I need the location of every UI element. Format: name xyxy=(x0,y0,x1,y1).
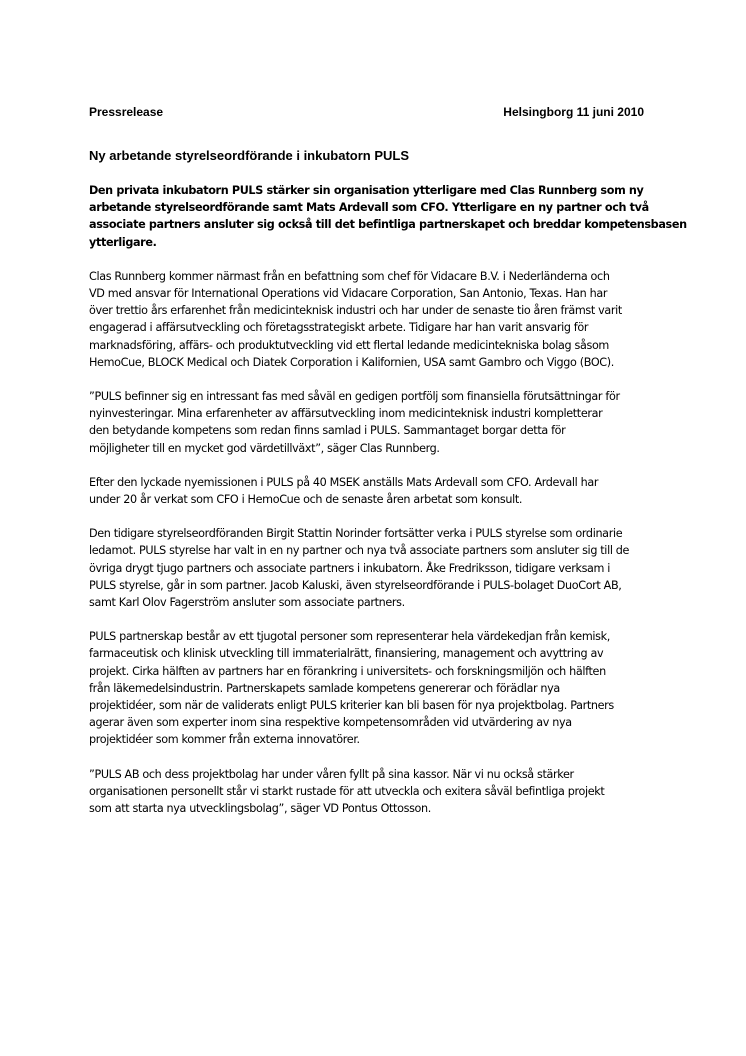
paragraph-cfo xyxy=(89,474,657,508)
paragraph-line: PULS styrelse, går in som partner. Jacob Kaluski, även styrelseordförande i PULS-bolaget DuoCort AB, xyxy=(89,578,622,592)
paragraph-line: projekt. Cirka hälften av partners har en förankring i universitets- och forskningsmiljön och hälften xyxy=(89,664,606,678)
paragraph-line: agerar även som experter inom sina respektive kompetensområden vid utvärdering av nya xyxy=(89,716,572,730)
paragraph-line: Efter den lyckade nyemissionen i PULS på 40 MSEK anställs Mats Ardevall som CFO. Ardevall har xyxy=(89,475,599,489)
paragraph-line: Den tidigare styrelseordföranden Birgit Stattin Norinder fortsätter verka i PULS styrelse som ordinarie xyxy=(89,527,623,541)
paragraph-line: organisationen personellt står vi starkt rustade för att utveckla och exitera såväl befintliga projekt xyxy=(89,784,605,798)
paragraph-line: som att starta nya utvecklingsbolag”, säger VD Pontus Ottosson. xyxy=(89,802,431,816)
place-date: Helsingborg 11 juni 2010 xyxy=(503,105,644,119)
paragraph-line: marknadsföring, affärs- och produktutveckling vid ett flertal ledande medicintekniska bolag såsom xyxy=(89,338,609,352)
paragraph-partnership xyxy=(89,628,657,748)
paragraph-line: projektidéer, som när de validerats enligt PULS kriterier kan bli basen för nya projektbolag. Partners xyxy=(89,699,614,713)
paragraph-line: möjligheter till en mycket god värdetillväxt”, säger Clas Runnberg. xyxy=(89,441,440,455)
paragraph-board xyxy=(89,525,657,611)
document-type-label: Pressrelease xyxy=(89,105,164,119)
paragraph-line: projektidéer som kommer från externa innovatörer. xyxy=(89,733,360,747)
paragraph-line: övriga drygt tjugo partners och associate partners i inkubatorn. Åke Fredriksson, tidigare verksam i xyxy=(89,561,611,575)
press-release-page xyxy=(89,104,687,817)
paragraph-line: ”PULS AB och dess projektbolag har under våren fyllt på sina kassor. När vi nu också stärker xyxy=(89,767,574,781)
paragraph-runnberg-background xyxy=(89,268,657,371)
lead-line: Den privata inkubatorn PULS stärker sin organisation ytterligare med Clas Runnberg som ny xyxy=(89,184,644,197)
headline: Ny arbetande styrelseordförande i inkubatorn PULS xyxy=(89,148,410,163)
paragraph-line: Clas Runnberg kommer närmast från en befattning som chef för Vidacare B.V. i Nederländerna och xyxy=(89,269,610,283)
document-header xyxy=(89,104,657,120)
paragraph-line: ledamot. PULS styrelse har valt in en ny partner och nya två associate partners som ansluter sig till de xyxy=(89,544,630,558)
paragraph-line: från läkemedelsindustrin. Partnerskapets samlade kompetens genererar och förädlar nya xyxy=(89,681,560,695)
paragraph-line: HemoCue, BLOCK Medical och Diatek Corporation i Kalifornien, USA samt Gambro och Viggo (BOC). xyxy=(89,355,614,369)
paragraph-line: samt Karl Olov Fagerström ansluter som associate partners. xyxy=(89,596,405,610)
paragraph-line: ”PULS befinner sig en intressant fas med såväl en gedigen portfölj som finansiella förutsättningar för xyxy=(89,390,620,404)
paragraph-line: över trettio års erfarenhet från medicinteknisk industri och har under de senaste tio åren främst varit xyxy=(89,304,622,318)
paragraph-line: under 20 år verkat som CFO i HemoCue och de senaste åren arbetat som konsult. xyxy=(89,493,523,507)
paragraph-line: engagerad i affärsutveckling och företagsstrategiskt arbete. Tidigare har han varit ansvarig för xyxy=(89,321,589,335)
lead-paragraph xyxy=(89,182,687,251)
paragraph-line: VD med ansvar för International Operations vid Vidacare Corporation, San Antonio, Texas. Han har xyxy=(89,287,608,301)
lead-line: arbetande styrelseordförande samt Mats Ardevall som CFO. Ytterligare en ny partner och två xyxy=(89,201,649,215)
lead-line: ytterligare. xyxy=(89,235,157,249)
paragraph-line: farmaceutisk och klinisk utveckling till immaterialrätt, finansiering, management och avyttring av xyxy=(89,647,604,661)
paragraph-ceo-quote xyxy=(89,766,657,818)
paragraph-runnberg-quote xyxy=(89,388,657,457)
paragraph-line: den betydande kompetens som redan finns samlad i PULS. Sammantaget borgar detta för xyxy=(89,424,566,438)
lead-line: associate partners ansluter sig också till det befintliga partnerskapet och breddar kompetensbasen xyxy=(89,218,687,232)
paragraph-line: PULS partnerskap består av ett tjugotal personer som representerar hela värdekedjan från kemisk, xyxy=(89,630,610,644)
paragraph-line: nyinvesteringar. Mina erfarenheter av affärsutveckling inom medicinteknisk industri kompletterar xyxy=(89,407,603,421)
